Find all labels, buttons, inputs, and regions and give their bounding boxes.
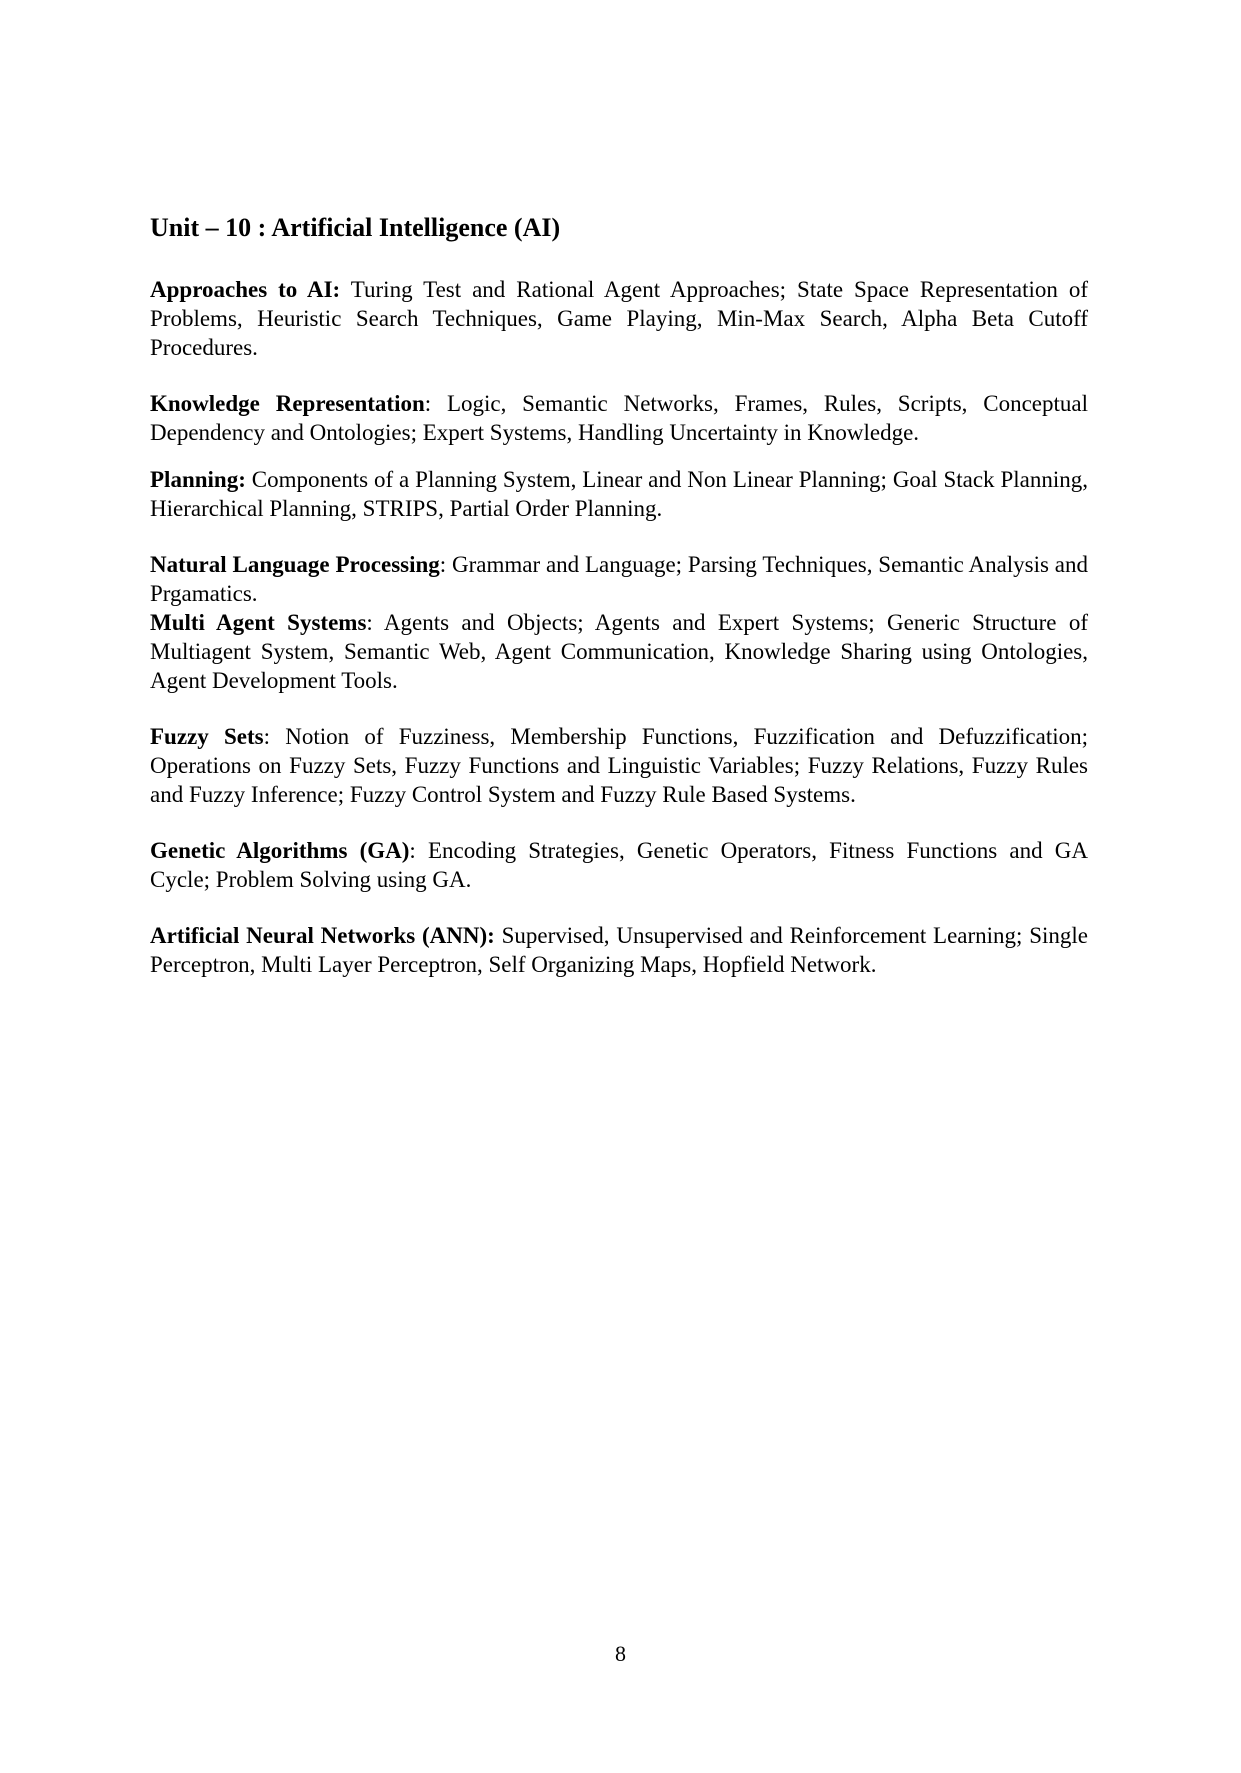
page-number: 8: [615, 1641, 626, 1666]
section-planning: [150, 465, 1088, 523]
section-label: Fuzzy Sets: [150, 724, 264, 749]
section-label: Natural Language Processing: [150, 552, 440, 577]
section-approaches-to-ai: [150, 275, 1088, 362]
section-label: Planning:: [150, 467, 246, 492]
section-text: Supervised, Unsupervised and Reinforcement Learning; Single Perceptron, Multi Layer Perceptron, Self Organizing Maps, Hopfield Network.: [150, 923, 1088, 977]
section-fuzzy-sets: [150, 722, 1088, 809]
section-multi-agent-systems: [150, 608, 1088, 695]
unit-title: Unit – 10 : Artificial Intelligence (AI): [150, 213, 561, 242]
section-text: : Notion of Fuzziness, Membership Functions, Fuzzification and Defuzzification; Operations on Fuzzy Sets, Fuzzy Functions and Linguistic Variables; Fuzzy Relations, Fuzzy Rules and Fuzzy Inference; Fuzzy Control System and Fuzzy Rule Based Systems.: [150, 724, 1088, 807]
section-label: Genetic Algorithms (GA): [150, 838, 410, 863]
section-text: Turing Test and Rational Agent Approaches; State Space Representation of Problems, Heuristic Search Techniques, Game Playing, Min-Max Search, Alpha Beta Cutoff Procedures.: [150, 277, 1088, 360]
section-label: Multi Agent Systems: [150, 610, 367, 635]
section-text: Components of a Planning System, Linear and Non Linear Planning; Goal Stack Planning, Hierarchical Planning, STRIPS, Partial Order Planning.: [150, 467, 1088, 521]
section-label: Knowledge Representation: [150, 391, 425, 416]
section-label: Approaches to AI:: [150, 277, 341, 302]
section-text: : Agents and Objects; Agents and Expert Systems; Generic Structure of Multiagent System, Semantic Web, Agent Communication, Knowledge Sharing using Ontologies, Agent Development Tools.: [150, 610, 1088, 693]
section-label: Artificial Neural Networks (ANN):: [150, 923, 495, 948]
section-genetic-algorithms: [150, 836, 1088, 894]
section-artificial-neural-networks: [150, 921, 1088, 979]
section-natural-language-processing: [150, 550, 1088, 608]
section-text: : Grammar and Language; Parsing Techniques, Semantic Analysis and Prgamatics.: [150, 552, 1088, 606]
page-content: [150, 208, 1088, 979]
section-knowledge-representation: [150, 389, 1088, 447]
section-text: : Encoding Strategies, Genetic Operators, Fitness Functions and GA Cycle; Problem Solving using GA.: [150, 838, 1088, 892]
section-text: : Logic, Semantic Networks, Frames, Rules, Scripts, Conceptual Dependency and Ontologies; Expert Systems, Handling Uncertainty in Knowledge.: [150, 391, 1088, 445]
